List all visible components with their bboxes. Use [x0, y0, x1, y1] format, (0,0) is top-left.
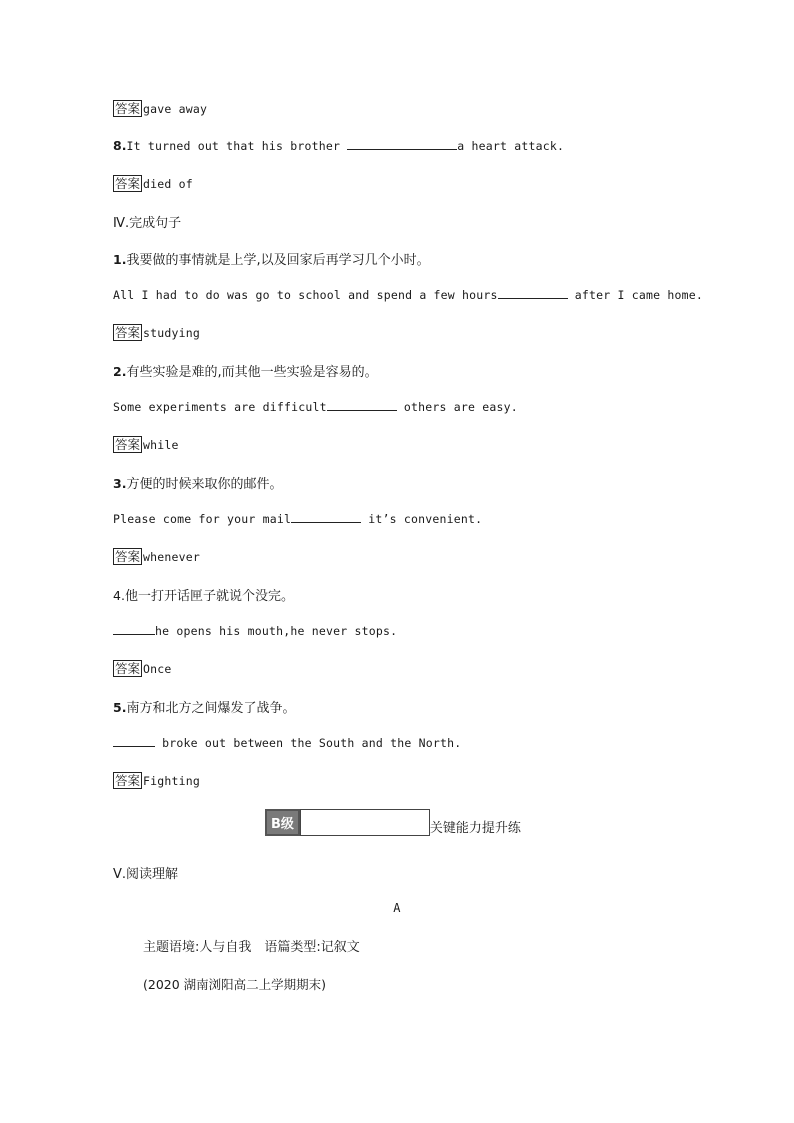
level-banner: [265, 809, 521, 836]
chinese-prompt: 我要做的事情就是上学,以及回家后再学习几个小时。: [126, 253, 430, 268]
section-heading-5: Ⅴ.阅读理解: [113, 867, 179, 882]
passage-source: (2020 湖南浏阳高二上学期期末): [143, 977, 327, 992]
answer-text: Fighting: [143, 774, 201, 788]
sentence-1-chinese: [113, 249, 430, 268]
sentence-3-english: [113, 511, 482, 526]
answer-label: 答案: [115, 437, 141, 452]
answer-text: studying: [143, 326, 201, 340]
answer-text: while: [143, 438, 179, 452]
passage-letter: A: [393, 901, 401, 915]
sentence-text-after: he opens his mouth,he never stops.: [155, 624, 398, 638]
sentence-text-before: Some experiments are difficult: [113, 400, 327, 414]
sentence-number: 2.: [113, 364, 127, 379]
chinese-prompt: 他一打开话匣子就说个没完。: [124, 589, 294, 604]
sentence-3-chinese: [113, 473, 282, 492]
sentence-4-english: [113, 623, 397, 638]
answer-text: whenever: [143, 550, 201, 564]
sentence-number: 5.: [113, 700, 127, 715]
sentence-4-chinese: [113, 585, 294, 604]
answer-line-s3: [113, 548, 200, 565]
section-heading-4: Ⅳ.完成句子: [113, 216, 182, 231]
chinese-prompt: 南方和北方之间爆发了战争。: [126, 701, 296, 716]
question-8: [113, 138, 564, 153]
answer-blank: [327, 399, 397, 411]
level-badge: B级: [265, 809, 300, 836]
chinese-prompt: 有些实验是难的,而其他一些实验是容易的。: [126, 365, 378, 380]
answer-blank: [347, 138, 457, 150]
sentence-text-after: it’s convenient.: [361, 512, 483, 526]
sentence-text-before: Please come for your mail: [113, 512, 292, 526]
answer-text: died of: [143, 177, 193, 191]
sentence-2-english: [113, 399, 518, 414]
sentence-number: 3.: [113, 476, 127, 491]
answer-line-s4: [113, 660, 172, 677]
answer-blank: [498, 287, 568, 299]
sentence-number: 1.: [113, 252, 127, 267]
passage-theme: 主题语境:人与自我 语篇类型:记叙文: [143, 940, 360, 955]
answer-label: 答案: [115, 549, 141, 564]
sentence-text-after: after I came home.: [567, 288, 704, 302]
question-text-before: It turned out that his brother: [126, 139, 348, 153]
answer-label: 答案: [115, 325, 141, 340]
answer-blank: [113, 623, 155, 635]
answer-label: 答案: [115, 176, 141, 191]
chinese-prompt: 方便的时候来取你的邮件。: [126, 477, 283, 492]
level-title: 关键能力提升练: [429, 821, 521, 836]
sentence-5-english: [113, 735, 461, 750]
sentence-2-chinese: [113, 361, 378, 380]
answer-line-s5: [113, 772, 200, 789]
answer-text: gave away: [143, 102, 208, 116]
answer-label: 答案: [115, 101, 141, 116]
sentence-text-after: others are easy.: [396, 400, 518, 414]
answer-label: 答案: [115, 773, 141, 788]
sentence-5-chinese: [113, 697, 295, 716]
level-frame: [300, 809, 430, 836]
answer-line-s1: [113, 324, 200, 341]
answer-line-8: [113, 175, 193, 192]
sentence-number: 4.: [113, 588, 125, 603]
answer-label: 答案: [115, 661, 141, 676]
question-number: 8.: [113, 138, 127, 153]
sentence-text-before: All I had to do was go to school and spend a few hours: [113, 288, 498, 302]
answer-text: Once: [143, 662, 172, 676]
answer-line-7: [113, 100, 207, 117]
answer-blank: [113, 735, 155, 747]
answer-line-s2: [113, 436, 179, 453]
answer-blank: [291, 511, 361, 523]
question-text-after: a heart attack.: [457, 139, 565, 153]
sentence-text-after: broke out between the South and the North.: [155, 736, 462, 750]
sentence-1-english: [113, 287, 703, 302]
